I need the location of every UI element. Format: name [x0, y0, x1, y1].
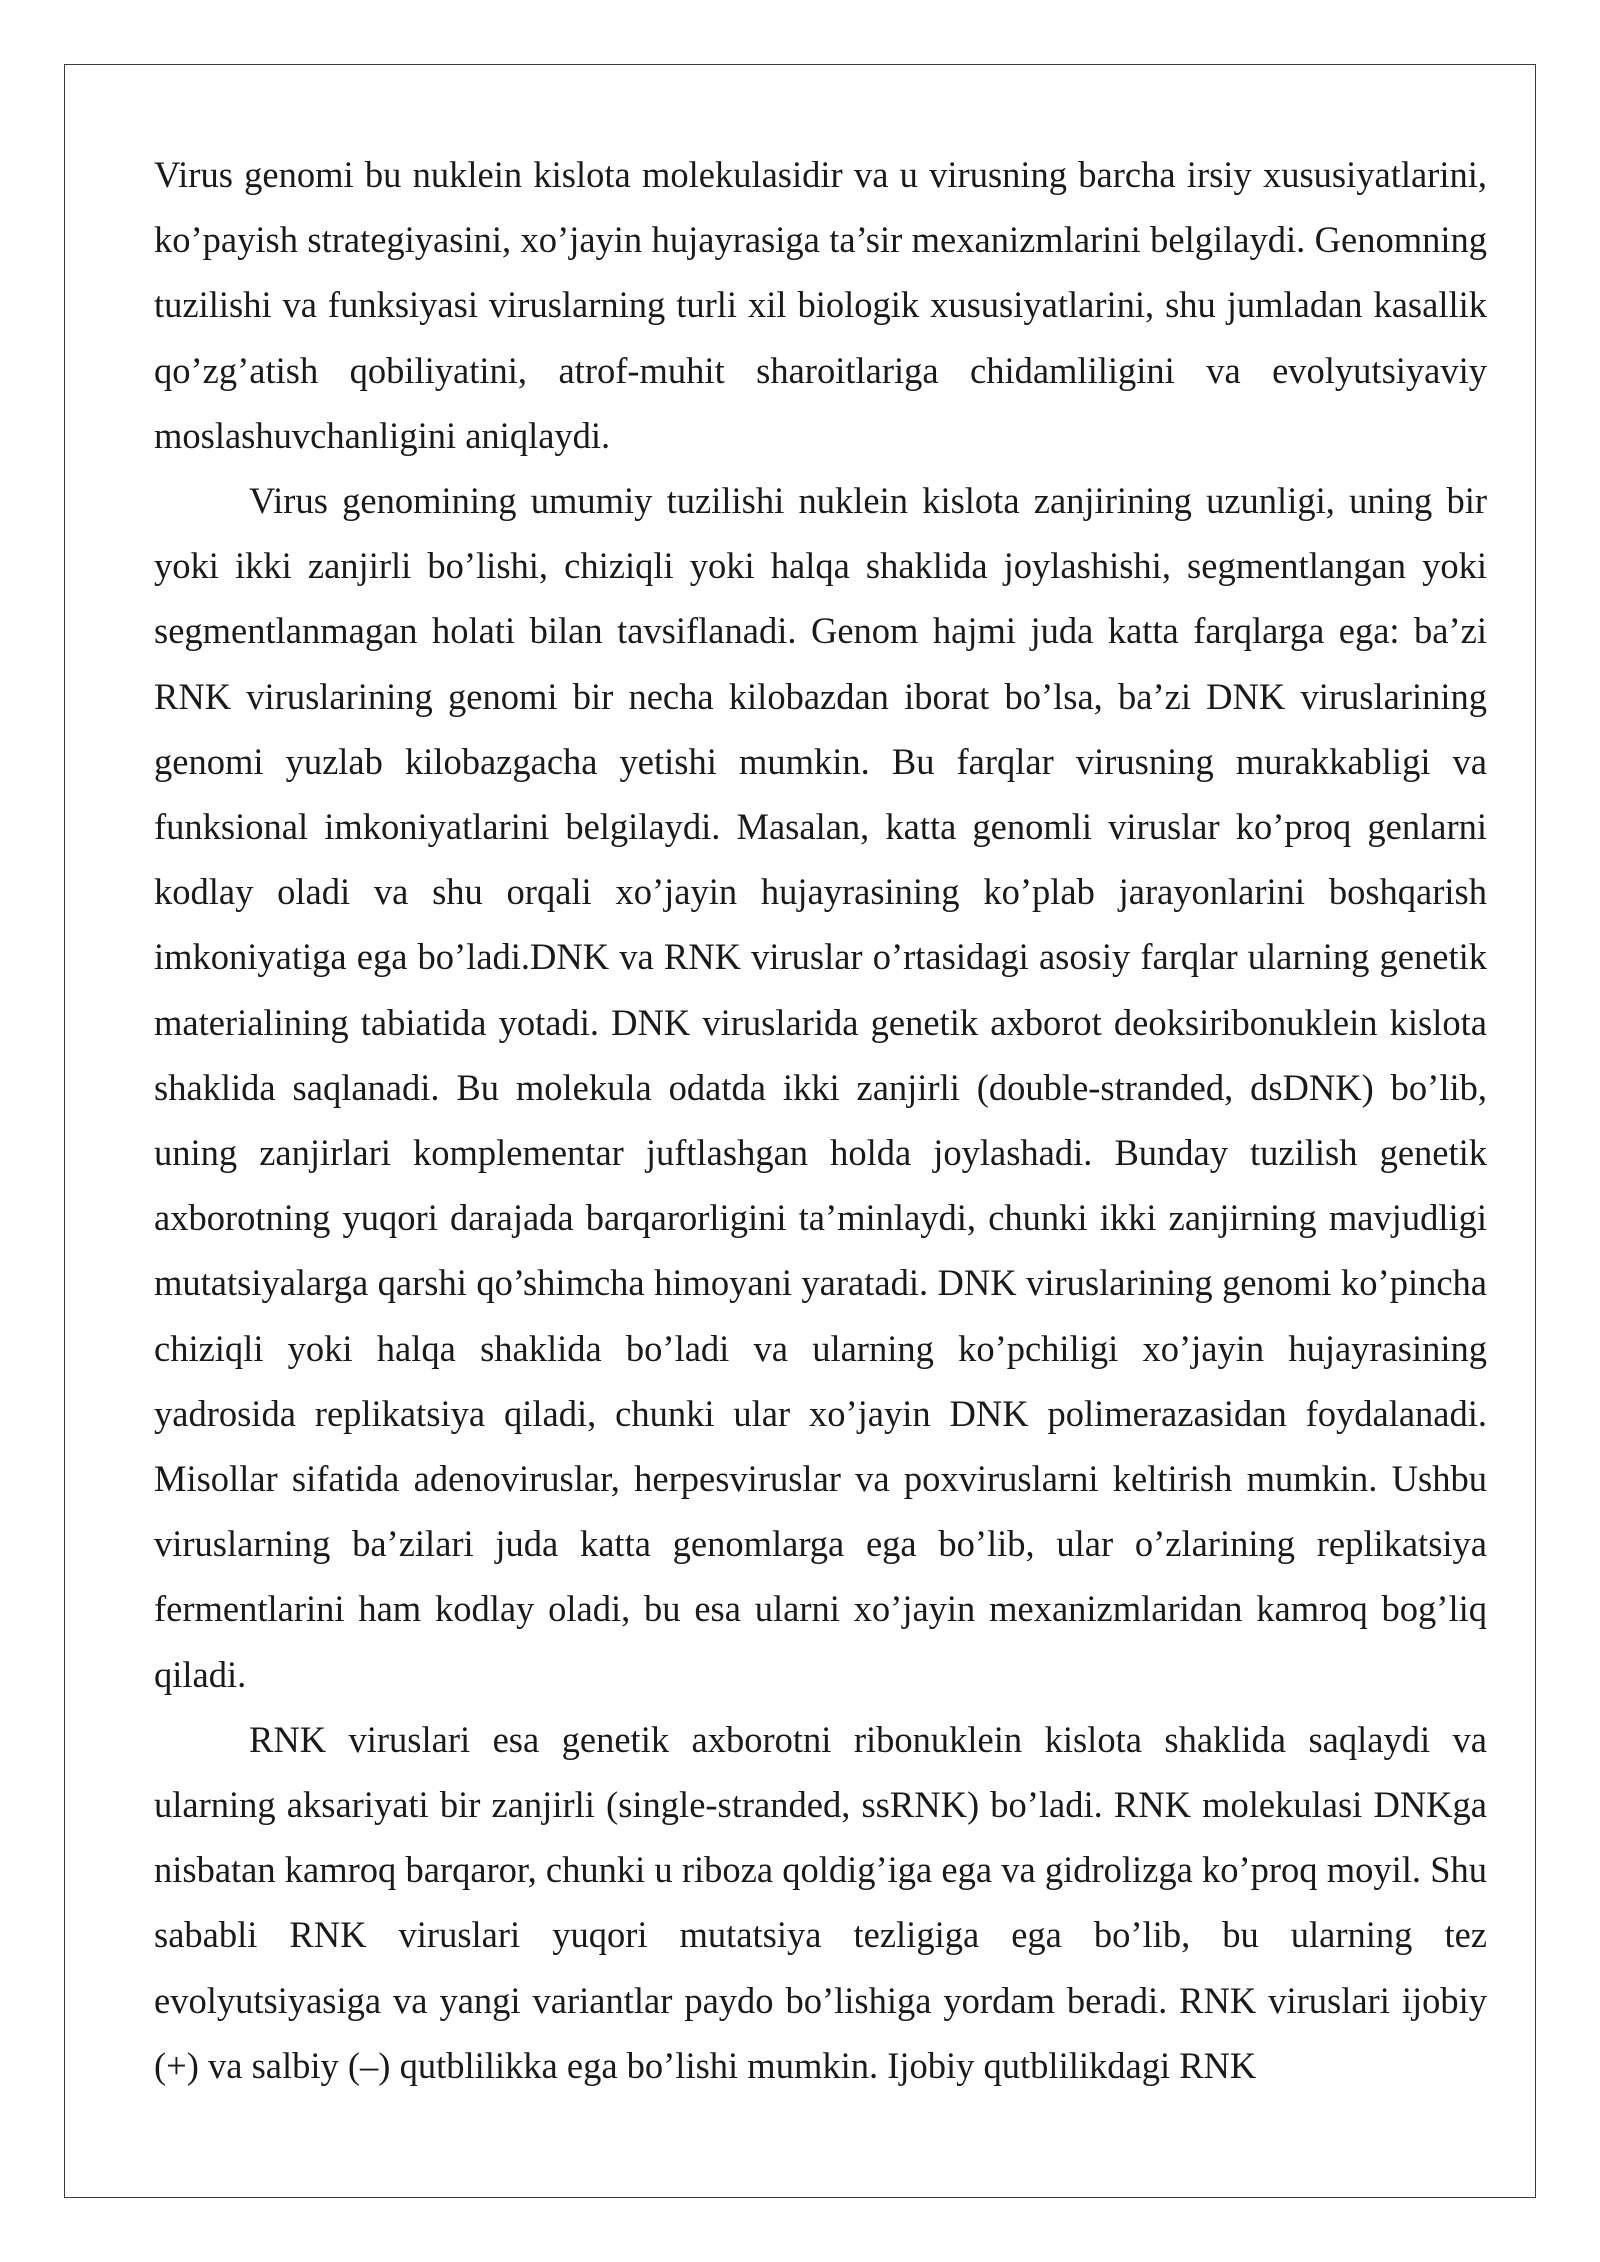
- paragraph-2: Virus genomining umumiy tuzilishi nuklein kislota zanjirining uzunligi, uning bir yoki ikki zanjirli bo’lishi, chiziqli yoki halqa shaklida joylashishi, segmentlangan yoki segmentlanmagan holati bilan tavsiflanadi. Genom hajmi juda katta farqlarga ega: ba’zi RNK viruslarining genomi bir necha kilobazdan iborat bo’lsa, ba’zi DNK viruslarining genomi yuzlab kilobazgacha yetishi mumkin. Bu farqlar virusning murakkabligi va funksional imkoniyatlarini belgilaydi. Masalan, katta genomli viruslar ko’proq genlarni kodlay oladi va shu orqali xo’jayin hujayrasining ko’plab jarayonlarini boshqarish imkoniyatiga ega bo’ladi.DNK va RNK viruslar o’rtasidagi asosiy farqlar ularning genetik materialining tabiatida yotadi. DNK viruslarida genetik axborot deoksiribonuklein kislota shaklida saqlanadi. Bu molekula odatda ikki zanjirli (double-stranded, dsDNK) bo’lib, uning zanjirlari komplementar juftlashgan holda joylashadi. Bunday tuzilish genetik axborotning yuqori darajada barqarorligini ta’minlaydi, chunki ikki zanjirning mavjudligi mutatsiyalarga qarshi qo’shimcha himoyani yaratadi. DNK viruslarining genomi ko’pincha chiziqli yoki halqa shaklida bo’ladi va ularning ko’pchiligi xo’jayin hujayrasining yadrosida replikatsiya qiladi, chunki ular xo’jayin DNK polimerazasidan foydalanadi. Misollar sifatida adenoviruslar, herpesviruslar va poxviruslarni keltirish mumkin. Ushbu viruslarning ba’zilari juda katta genomlarga ega bo’lib, ular o’zlarining replikatsiya fermentlarini ham kodlay oladi, bu esa ularni xo’jayin mexanizmlaridan kamroq bog’liq qiladi.: [154, 480, 1487, 1695]
- document-body: [154, 142, 1487, 2098]
- paragraph-1: Virus genomi bu nuklein kislota molekulasidir va u virusning barcha irsiy xususiyatlarini, ko’payish strategiyasini, xo’jayin hujayrasiga ta’sir mexanizmlarini belgilaydi. Genomning tuzilishi va funksiyasi viruslarning turli xil biologik xususiyatlarini, shu jumladan kasallik qo’zg’atish qobiliyatini, atrof-muhit sharoitlariga chidamliligini va evolyutsiyaviy moslashuvchanligini aniqlaydi.: [154, 154, 1487, 456]
- paragraph-3: RNK viruslari esa genetik axborotni ribonuklein kislota shaklida saqlaydi va ularning aksariyati bir zanjirli (single-stranded, ssRNK) bo’ladi. RNK molekulasi DNKga nisbatan kamroq barqaror, chunki u riboza qoldig’iga ega va gidrolizga ko’proq moyil. Shu sababli RNK viruslari yuqori mutatsiya tezligiga ega bo’lib, bu ularning tez evolyutsiyasiga va yangi variantlar paydo bo’lishiga yordam beradi. RNK viruslari ijobiy (+) va salbiy (–) qutblilikka ega bo’lishi mumkin. Ijobiy qutblilikdagi RNK: [154, 1718, 1487, 2086]
